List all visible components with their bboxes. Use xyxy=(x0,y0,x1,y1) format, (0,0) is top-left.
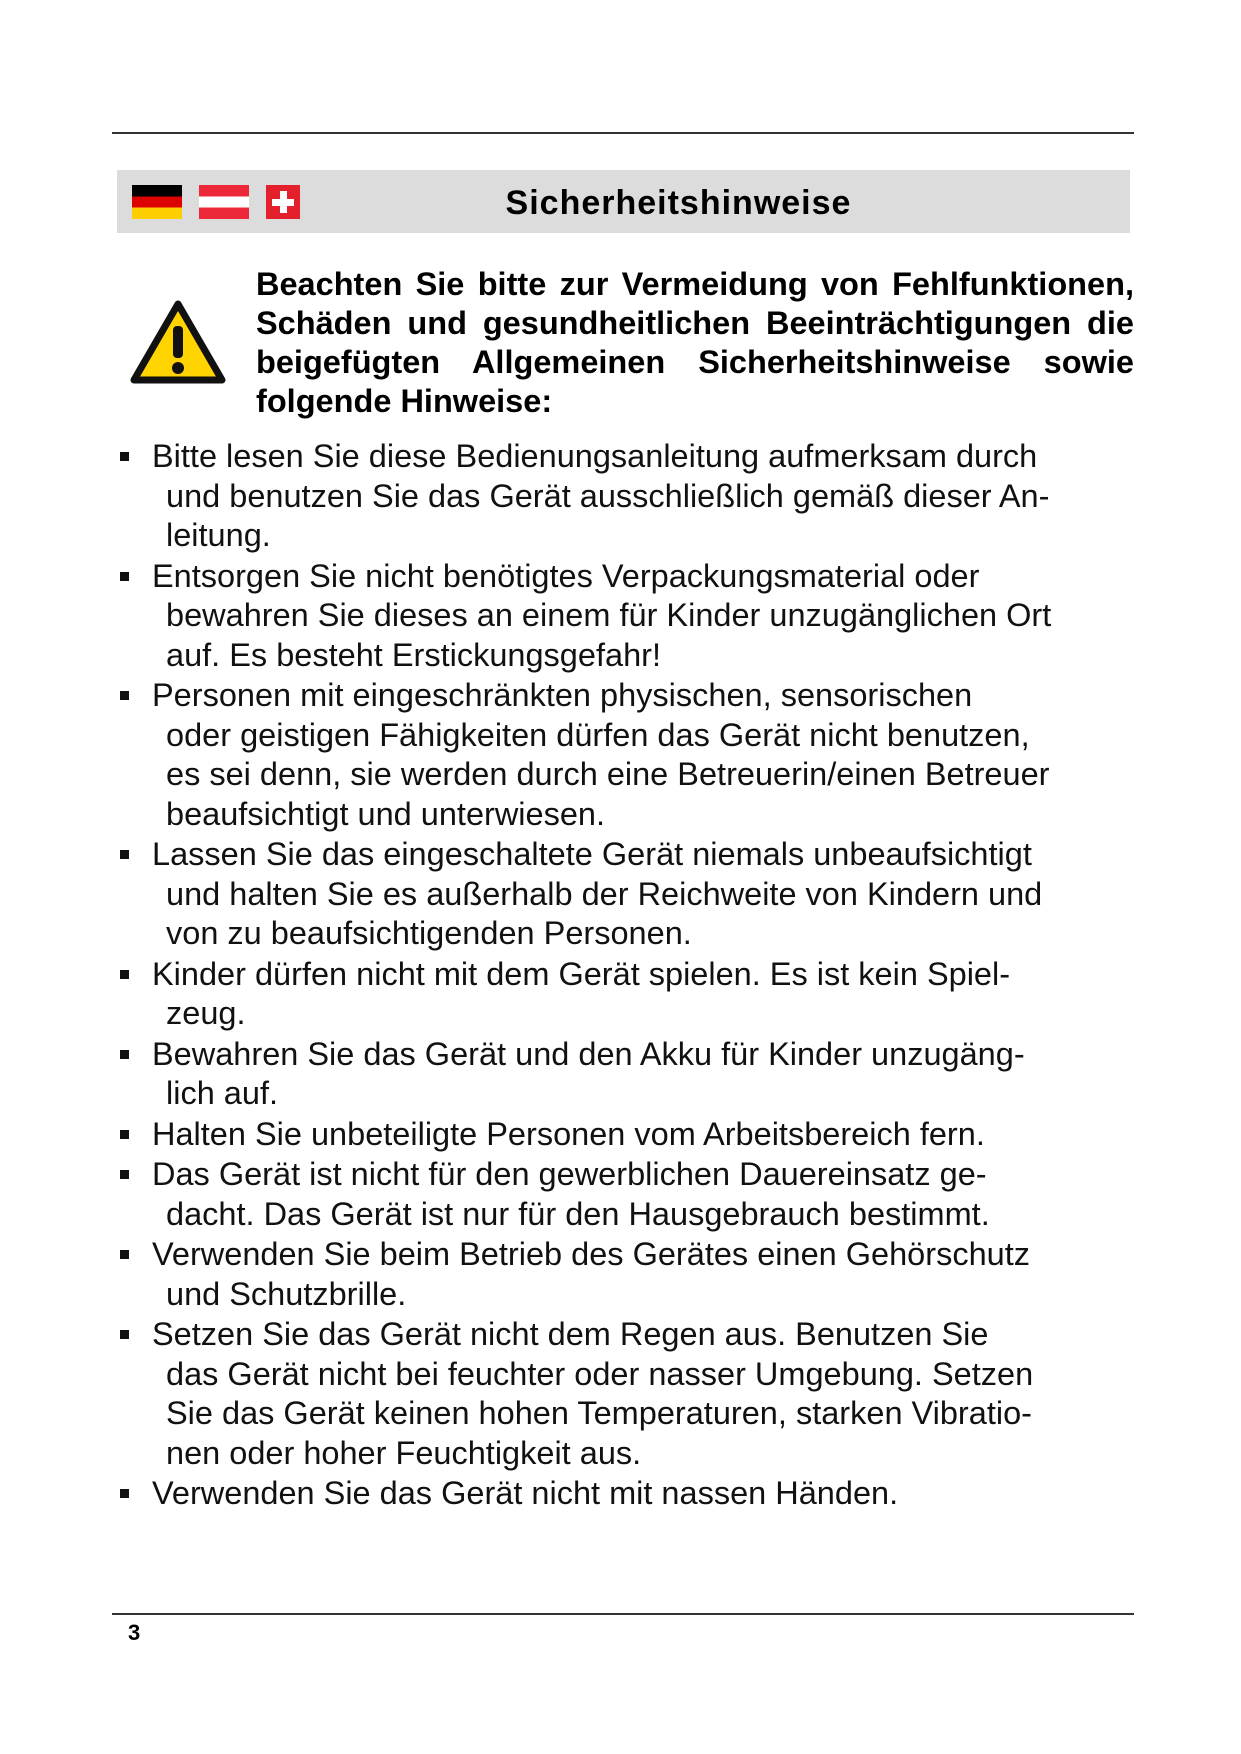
intro-notice: Beachten Sie bitte zur Vermeidung von Fehlfunktionen, Schäden und gesundheitlichen Beeinträchtigungen die beigefügten Allgemeinen Sicherheitshinweise sowie folgende Hinweise: xyxy=(256,266,1134,419)
bullet-square-icon xyxy=(120,572,129,581)
list-item xyxy=(120,835,1135,954)
list-item-line: es sei denn, sie werden durch eine Betreuerin/einen Betreuer xyxy=(166,756,1050,792)
section-title: Sicherheitshinweise xyxy=(505,184,852,222)
list-item xyxy=(120,1474,1135,1514)
list-item-line: Lassen Sie das eingeschaltete Gerät niemals unbeaufsichtigt xyxy=(152,836,1032,872)
list-item-line: und benutzen Sie das Gerät ausschließlich gemäß dieser An- xyxy=(166,477,1050,514)
section-header xyxy=(117,170,1130,233)
bullet-square-icon xyxy=(120,850,129,859)
list-item-line: Kinder dürfen nicht mit dem Gerät spielen. Es ist kein Spiel- xyxy=(152,955,1011,992)
list-item-line: leitung. xyxy=(166,517,271,553)
bullet-square-icon xyxy=(120,1050,129,1059)
list-item-line: nen oder hoher Feuchtigkeit aus. xyxy=(166,1434,642,1471)
list-item-text xyxy=(152,437,1135,556)
list-item-line: Verwenden Sie das Gerät nicht mit nassen Händen. xyxy=(152,1475,899,1511)
list-item-line: Das Gerät ist nicht für den gewerblichen Dauereinsatz ge- xyxy=(152,1156,987,1192)
list-item xyxy=(120,1235,1135,1314)
list-item xyxy=(120,1155,1135,1234)
list-item-text xyxy=(152,1315,1135,1473)
list-item xyxy=(120,557,1135,676)
list-item-line: beaufsichtigt und unterwiesen. xyxy=(166,795,606,832)
page-number: 3 xyxy=(128,1620,141,1645)
bullet-square-icon xyxy=(120,1489,129,1498)
bullet-square-icon xyxy=(120,970,129,979)
bullet-square-icon xyxy=(120,1250,129,1259)
list-item-line: Bitte lesen Sie diese Bedienungsanleitung aufmerksam durch xyxy=(152,438,1038,474)
list-item-line: zeug. xyxy=(166,995,246,1031)
list-item-line: lich auf. xyxy=(166,1075,279,1111)
list-item xyxy=(120,1035,1135,1114)
bullet-square-icon xyxy=(120,452,129,461)
list-item-line: und Schutzbrille. xyxy=(166,1275,407,1312)
bullet-square-icon xyxy=(120,691,129,700)
list-item xyxy=(120,437,1135,556)
list-item-line: Setzen Sie das Gerät nicht dem Regen aus. Benutzen Sie xyxy=(152,1316,989,1352)
bullet-square-icon xyxy=(120,1170,129,1179)
list-item-line: dacht. Das Gerät ist nur für den Hausgebrauch bestimmt. xyxy=(166,1195,990,1232)
list-item-text xyxy=(152,1115,1135,1155)
warning-triangle-icon xyxy=(130,300,226,386)
bottom-divider xyxy=(112,1613,1134,1615)
list-item xyxy=(120,1115,1135,1155)
list-item xyxy=(120,676,1135,834)
list-item xyxy=(120,955,1135,1034)
list-item-line: Personen mit eingeschränkten physischen, sensorischen xyxy=(152,677,973,713)
top-divider xyxy=(112,132,1134,134)
list-item-line: Verwenden Sie beim Betrieb des Gerätes einen Gehörschutz xyxy=(152,1236,1031,1272)
list-item-text xyxy=(152,835,1135,954)
list-item-text xyxy=(152,1474,1135,1514)
list-item-line: Halten Sie unbeteiligte Personen vom Arbeitsbereich fern. xyxy=(152,1115,985,1152)
list-item xyxy=(120,1315,1135,1473)
list-item-line: Sie das Gerät keinen hohen Temperaturen, starken Vibratio- xyxy=(166,1395,1032,1431)
list-item-text xyxy=(152,676,1135,834)
list-item-line: auf. Es besteht Erstickungsgefahr! xyxy=(166,636,661,673)
list-item-line: oder geistigen Fähigkeiten dürfen das Gerät nicht benutzen, xyxy=(166,716,1030,753)
bullet-square-icon xyxy=(120,1130,129,1139)
list-item-text xyxy=(152,1035,1135,1114)
list-item-line: und halten Sie es außerhalb der Reichweite von Kindern und xyxy=(166,875,1043,912)
list-item-line: bewahren Sie dieses an einem für Kinder unzugänglichen Ort xyxy=(166,597,1052,633)
list-item-line: Bewahren Sie das Gerät und den Akku für Kinder unzugäng- xyxy=(152,1035,1025,1072)
list-item-line: Entsorgen Sie nicht benötigtes Verpackungsmaterial oder xyxy=(152,557,980,594)
list-item-text xyxy=(152,557,1135,676)
list-item-text xyxy=(152,1155,1135,1234)
safety-instructions-list xyxy=(120,437,1135,1515)
list-item-text xyxy=(152,1235,1135,1314)
bullet-square-icon xyxy=(120,1330,129,1339)
list-item-text xyxy=(152,955,1135,1034)
list-item-line: von zu beaufsichtigenden Personen. xyxy=(166,915,692,951)
list-item-line: das Gerät nicht bei feuchter oder nasser Umgebung. Setzen xyxy=(166,1355,1034,1392)
